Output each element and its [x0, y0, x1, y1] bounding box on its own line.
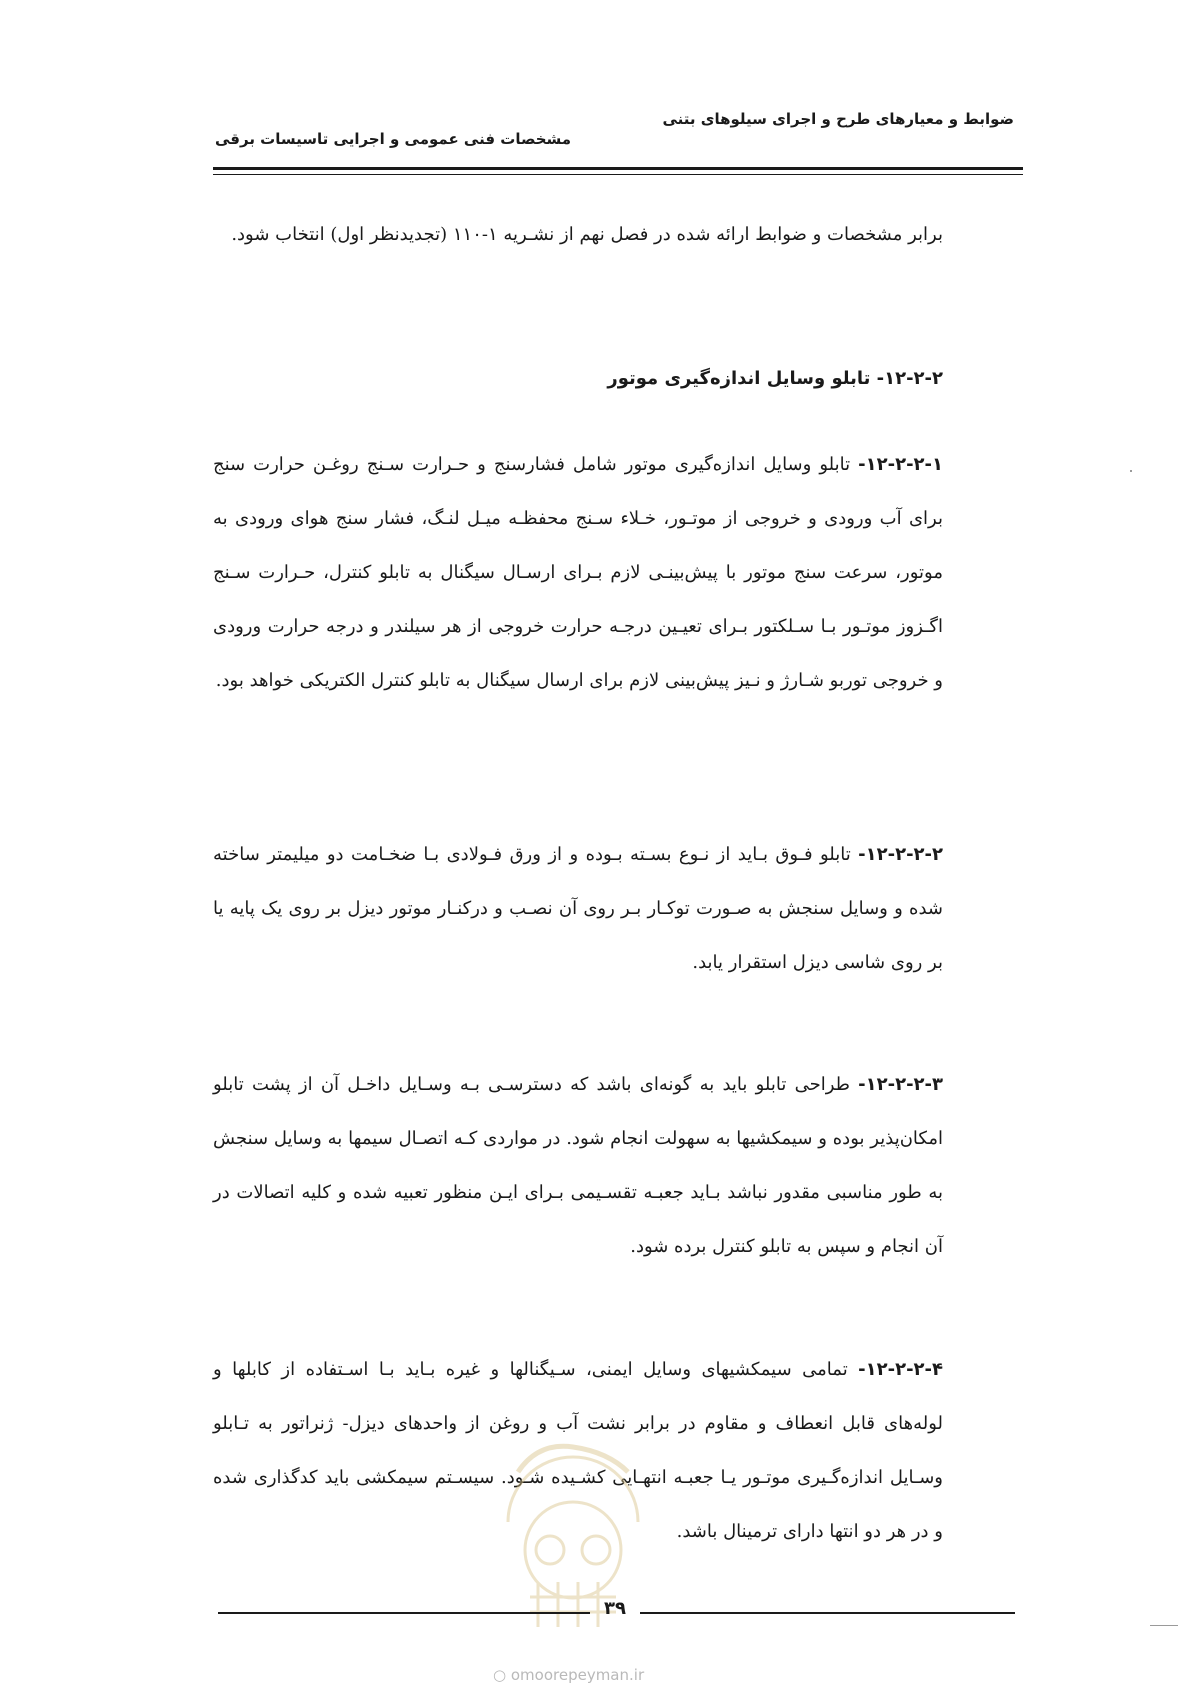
item-paragraph-1: [213, 438, 943, 708]
scan-speck: [1130, 470, 1132, 472]
watermark-url: ○ omoorepeyman.ir: [493, 1666, 645, 1684]
section-heading: [607, 368, 943, 389]
item-number: ۱۲-۲-۲-۳-: [858, 1074, 943, 1095]
scan-mark: [1150, 1625, 1178, 1626]
header-title: ضوابط و معیارهای طرح و اجرای سیلوهای بتنی: [662, 110, 1014, 128]
section-title: تابلو وسایل اندازه‌گیری موتور: [607, 368, 877, 389]
item-text: تابلو وسایل اندازه‌گیری موتور شامل فشارسنج و حـرارت سـنج روغـن حرارت سنج برای آب ورودی و خروجی از موتـور، خـلاء سـنج محفظـه میـل لنـگ، فشار سنج هوای ورودی به موتور، سرعت سنج موتور با پیش‌بینـی لازم بـرای ارسـال سیگنال به تابلو کنترل، حـرارت سـنج اگـزوز موتـور بـا سـلکتور بـرای تعیـین درجـه حرارت خروجی از هر سیلندر و درجه حرارت ورودی و خروجی توربو شـارژ و نـیز پیش‌بینی لازم برای ارسال سیگنال به تابلو کنترل الکتریکی خواهد بود.: [213, 454, 943, 691]
watermark-seal-icon: [478, 1432, 668, 1632]
item-text: تابلو فـوق بـاید از نـوع بسـته بـوده و از ورق فـولادی بـا ضخـامت دو میلیمتر ساخته شده و وسایل سنجش به صـورت توکـار بـر روی آن نصـب و درکنـار موتور دیزل بر روی یک پایه یا بر روی شاسی دیزل استقرار یابد.: [213, 844, 943, 973]
footer-rule-right: [640, 1612, 1015, 1614]
item-number: ۱۲-۲-۲-۲-: [858, 844, 943, 865]
intro-paragraph: برابر مشخصات و ضوابط ارائه شده در فصل نهم از نشـریه ۱-۱۱۰ (تجدیدنظر اول) انتخاب شود.: [231, 224, 943, 245]
item-text: طراحی تابلو باید به گونه‌ای باشد که دسترسـی بـه وسـایل داخـل آن از پشت تابلو امکان‌پذیر بوده و سیمکشیها به سهولت انجام شود. در مواردی کـه اتصـال سیمها به وسایل سنجش به طور مناسبی مقدور نباشد بـاید جعبـه تقسـیمی بـرای ایـن منظور تعبیه شده و کلیه اتصالات در آن انجام و سپس به تابلو کنترل برده شود.: [213, 1074, 943, 1257]
header-subtitle: مشخصات فنی عمومی و اجرایی تاسیسات برقی: [215, 130, 572, 148]
item-paragraph-2: [213, 828, 943, 990]
item-number: ۱۲-۲-۲-۴-: [858, 1359, 943, 1380]
item-paragraph-3: [213, 1058, 943, 1274]
page-number: ۳۹: [604, 1598, 626, 1619]
item-number: ۱۲-۲-۲-۱-: [858, 454, 943, 475]
footer-rule-left: [218, 1612, 590, 1614]
section-number: ۱۲-۲-۲-: [876, 368, 943, 389]
item-text: تمامی سیمکشیهای وسایل ایمنی، سـیگنالها و غیره بـاید بـا اسـتفاده از کابلها و لوله‌های قابل انعطاف و مقاوم در برابر نشت آب و روغن از واحدهای دیزل- ژنراتور به تـابلو وسـایل اندازه‌گـیری موتـور یـا جعبـه انتهـایی کشـیده شـود. سیسـتم سیمکشی باید کدگذاری شده و در هر دو انتها دارای ترمینال باشد.: [213, 1359, 943, 1542]
watermark-url-text: omoorepeyman.ir: [510, 1666, 645, 1684]
header-rule-thin: [213, 174, 1023, 175]
header-rule-thick: [213, 167, 1023, 170]
